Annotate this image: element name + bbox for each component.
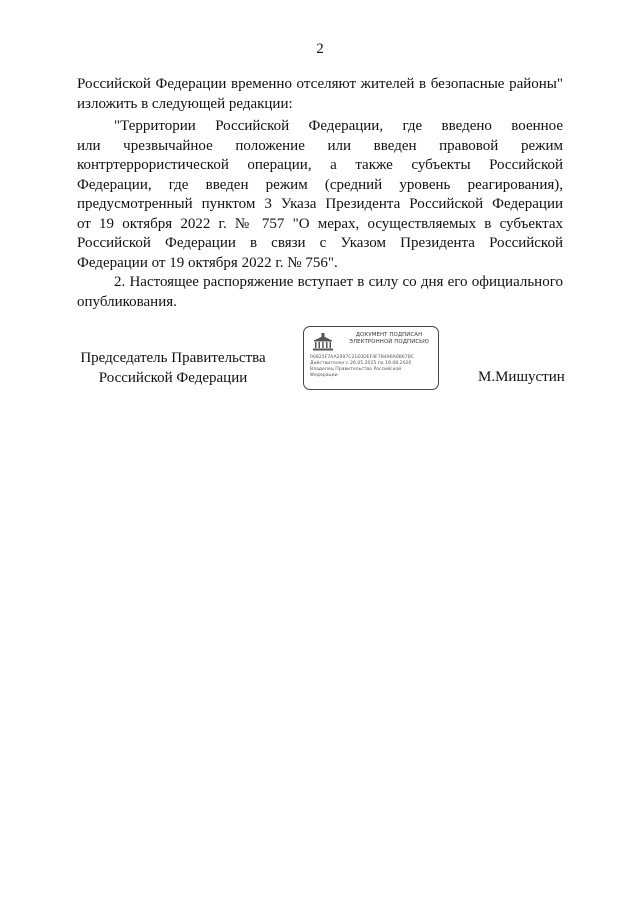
intro-paragraph — [77, 75, 563, 114]
page-number: 2 — [316, 41, 324, 57]
quoted-paragraph — [77, 117, 563, 273]
certificate-owner: Владелец Правительство Российской — [310, 367, 402, 373]
stamp-title-line: ДОКУМЕНТ ПОДПИСАН — [355, 332, 423, 338]
text-line: Федерации от 19 октября 2022 г. № 756". — [77, 254, 338, 271]
stamp-title — [342, 332, 436, 346]
paragraph-2 — [77, 273, 563, 312]
electronic-signature-stamp — [303, 326, 439, 390]
signatory-position — [78, 349, 268, 388]
certificate-number: 00825F7AA2097C21E0DEF4F7B496A0B67BC — [310, 355, 414, 360]
text-line: Федерации, где введен режим (средний уровень реагирования), — [77, 176, 563, 193]
text-line: от 19 октября 2022 г. № 757 "О мерах, осуществляемых в субъектах — [77, 215, 563, 232]
stamp-title-line: ЭЛЕКТРОННОЙ ПОДПИСЬЮ — [349, 339, 429, 345]
position-line: Председатель Правительства — [80, 350, 266, 366]
text-line: 2. Настоящее распоряжение вступает в силу со дня его официального — [114, 274, 563, 290]
validity-period: Действителен с 26.05.2025 по 19.08.2026 — [310, 361, 412, 367]
signatory-name: М.Мишустин — [478, 369, 565, 385]
text-line: изложить в следующей редакции: — [77, 95, 293, 112]
text-line: "Территории Российской Федерации, где введено военное — [114, 118, 563, 134]
text-line: опубликования. — [77, 293, 177, 310]
text-line: Российской Федерации временно отселяют жителей в безопасные районы" — [77, 76, 563, 92]
building-emblem-icon — [311, 332, 335, 352]
stamp-details — [310, 355, 436, 379]
text-line: или чрезвычайное положение или введен правовой режим — [77, 137, 563, 154]
text-line: предусмотренный пунктом 3 Указа Президента Российской Федерации — [77, 196, 563, 212]
position-line: Российской Федерации — [98, 369, 248, 386]
certificate-owner: Федерации — [310, 373, 338, 379]
text-line: Российской Федерации в связи с Указом Президента Российской — [77, 235, 563, 251]
text-line: контртеррористической операции, а также субъекты Российской — [77, 157, 563, 173]
